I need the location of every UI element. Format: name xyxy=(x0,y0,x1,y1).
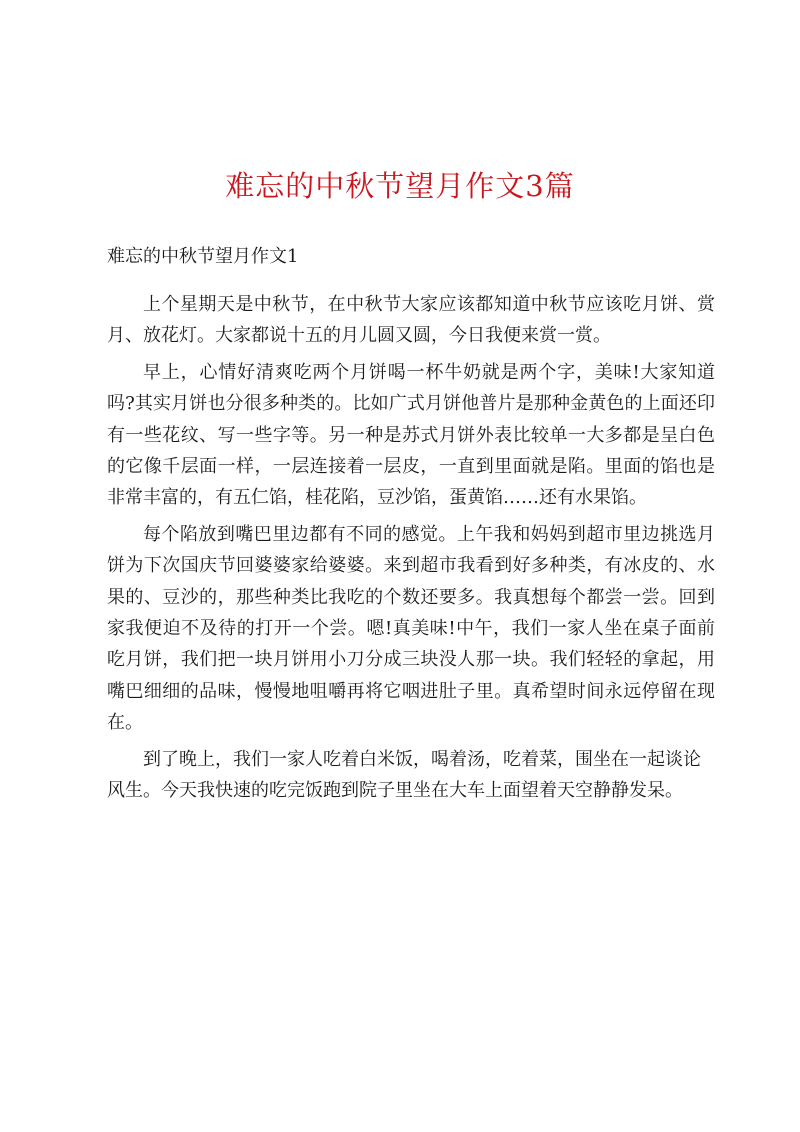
document-body xyxy=(107,289,715,807)
paragraph-3: 每个陷放到嘴巴里边都有不同的感觉。上午我和妈妈到超市里边挑选月饼为下次国庆节回婆婆家给婆婆。来到超市我看到好多种类，有冰皮的、水果的、豆沙的，那些种类比我吃的个数还要多。我真想每个都尝一尝。回到家我便迫不及待的打开一个尝。嗯!真美味!中午，我们一家人坐在桌子面前吃月饼，我们把一块月饼用小刀分成三块没人那一块。我们轻轻的拿起，用嘴巴细细的品味，慢慢地咀嚼再将它咽进肚子里。真希望时间永远停留在现在。 xyxy=(107,523,715,734)
section-heading: 难忘的中秋节望月作文1 xyxy=(107,246,299,267)
paragraph-4: 到了晚上，我们一家人吃着白米饭，喝着汤，吃着菜，围坐在一起谈论风生。今天我快速的吃完饭跑到院子里坐在大车上面望着天空静静发呆。 xyxy=(107,748,701,802)
paragraph-1: 上个星期天是中秋节，在中秋节大家应该都知道中秋节应该吃月饼、赏月、放花灯。大家都说十五的月儿圆又圆，今日我便来赏一赏。 xyxy=(107,294,715,347)
document-title: 难忘的中秋节望月作文3篇 xyxy=(225,169,575,203)
paragraph-2: 早上，心情好清爽吃两个月饼喝一杯牛奶就是两个字，美味!大家知道吗?其实月饼也分很多种类的。比如广式月饼他普片是那种金黄色的上面还印有一些花纹、写一些字等。另一种是苏式月饼外表比较单一大多都是呈白色的它像千层面一样，一层连接着一层皮，一直到里面就是陷。里面的馅也是非常丰富的，有五仁馅，桂花陷，豆沙馅，蛋黄馅……还有水果馅。 xyxy=(107,361,715,509)
